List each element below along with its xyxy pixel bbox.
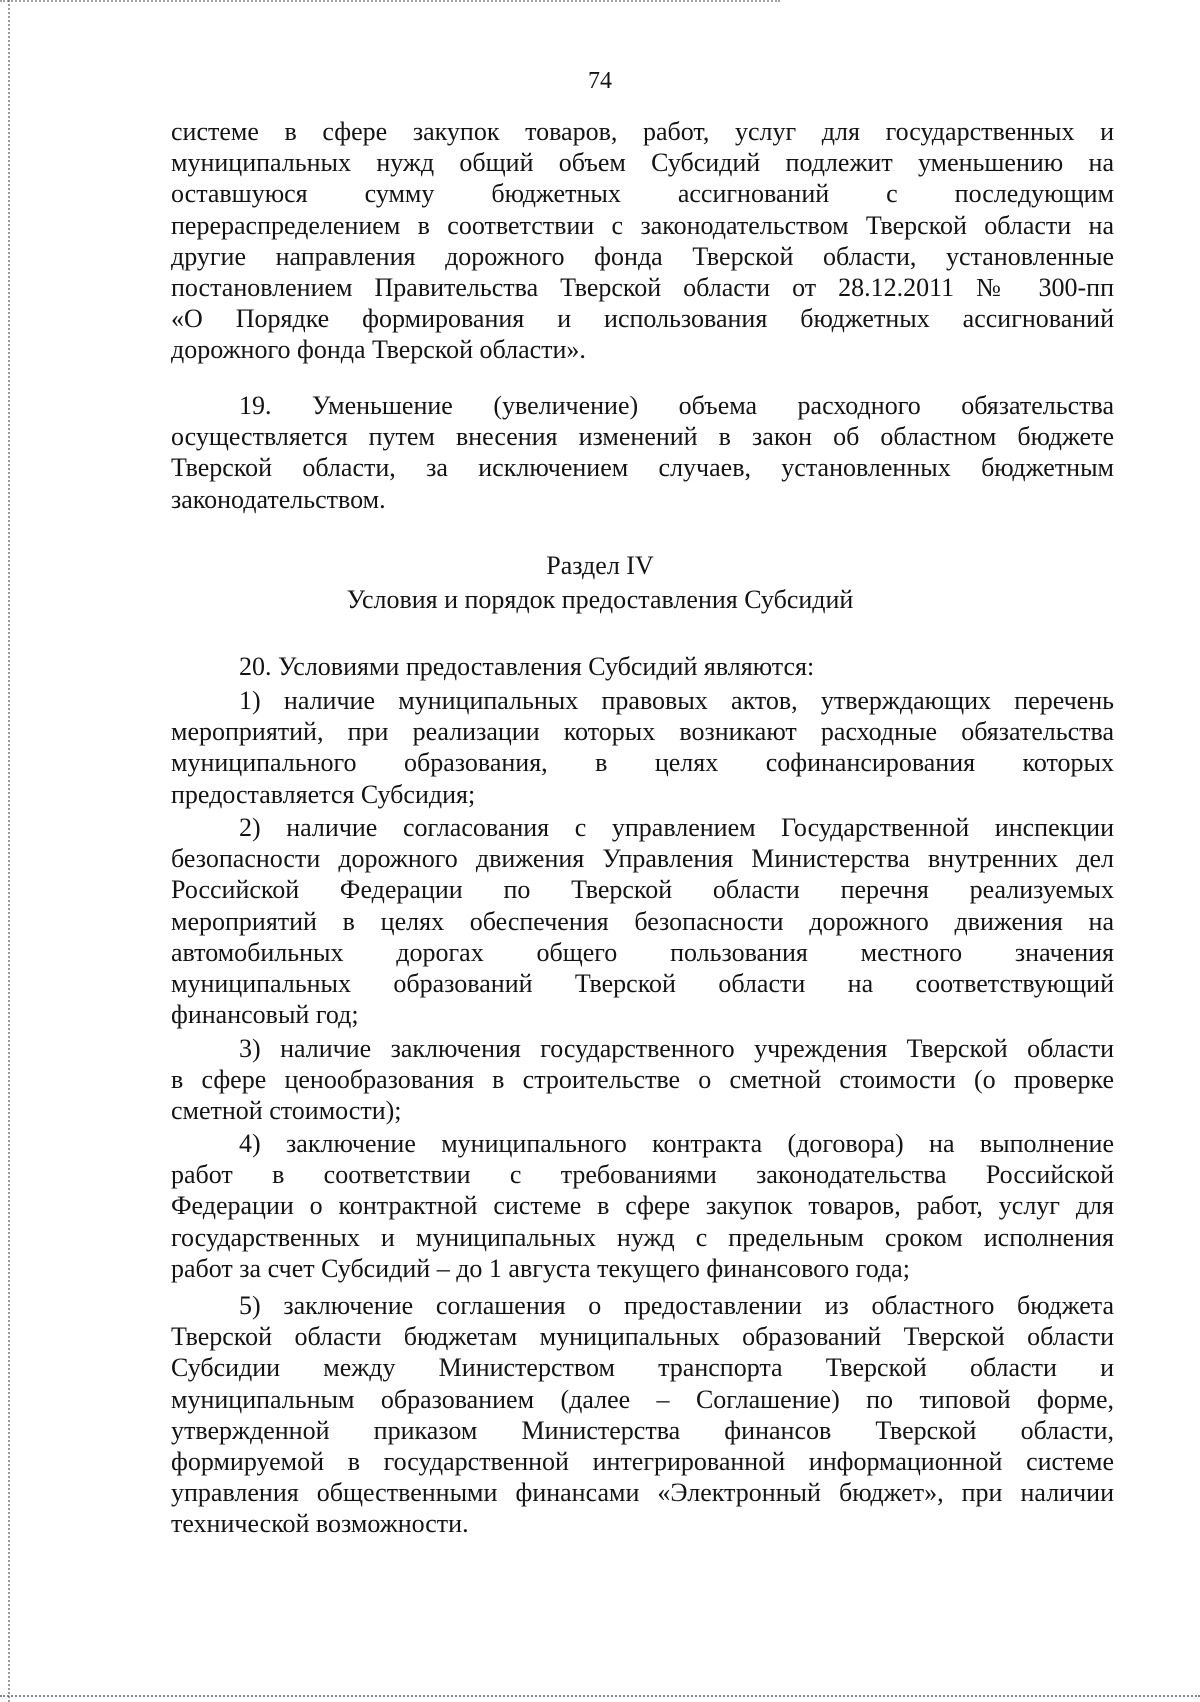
scan-edge-bottom: [0, 1695, 1200, 1697]
text-line: законодательством.: [171, 484, 386, 514]
text-line: сметной стоимости);: [171, 1096, 402, 1126]
text-line: Тверской области, за исключением случаев, установленных бюджетным: [171, 453, 1114, 483]
text-line: управления общественными финансами «Электронный бюджет», при наличии: [171, 1478, 1114, 1508]
section-title: Условия и порядок предоставления Субсидий: [346, 585, 854, 614]
text-line: в сфере ценообразования в строительстве о сметной стоимости (о проверке: [171, 1065, 1114, 1095]
text-line: мероприятий, при реализации которых возникают расходные обязательства: [171, 717, 1114, 747]
text-line: другие направления дорожного фонда Тверской области, установленные: [171, 241, 1114, 271]
text-line: безопасности дорожного движения Управления Министерства внутренних дел: [171, 844, 1114, 874]
page-number: 74: [588, 68, 612, 94]
text-line: автомобильных дорогах общего пользования местного значения: [171, 937, 1114, 967]
text-line: финансовый год;: [171, 1000, 359, 1030]
scan-edge-left: [8, 0, 10, 1702]
text-line: Федерации о контрактной системе в сфере закупок товаров, работ, услуг для: [171, 1191, 1114, 1221]
text-line: работ в соответствии с требованиями законодательства Российской: [171, 1160, 1114, 1190]
paragraph-subitem-1: [171, 685, 1114, 810]
text-line: предоставляется Субсидия;: [171, 779, 476, 809]
text-line: мероприятий в целях обеспечения безопасности дорожного движения на: [171, 906, 1114, 936]
text-line: 5) заключение соглашения о предоставлении из областного бюджета: [239, 1291, 1114, 1320]
paragraph-subitem-2: [171, 812, 1114, 1030]
text-line: перераспределением в соответствии с законодательством Тверской области на: [171, 210, 1114, 240]
text-line: муниципальных нужд общий объем Субсидий подлежит уменьшению на: [171, 148, 1114, 178]
text-line: 1) наличие муниципальных правовых актов, утверждающих перечень: [239, 686, 1114, 715]
text-line: 2) наличие согласования с управлением Государственной инспекции: [239, 813, 1114, 842]
text-line: осуществляется путем внесения изменений в закон об областном бюджете: [171, 422, 1114, 452]
text-line: технической возможности.: [171, 1509, 469, 1539]
text-line: 20. Условиями предоставления Субсидий являются:: [239, 652, 815, 681]
text-line: «О Порядке формирования и использования бюджетных ассигнований: [171, 304, 1114, 334]
text-line: Субсидии между Министерством транспорта Тверской области и: [171, 1353, 1114, 1383]
paragraph-item-20: [171, 651, 1114, 682]
text-line: утвержденной приказом Министерства финансов Тверской области,: [171, 1415, 1114, 1445]
paragraph-subitem-5: [171, 1290, 1114, 1540]
section-label: Раздел IV: [546, 551, 654, 580]
text-line: Тверской области бюджетам муниципальных образований Тверской области: [171, 1322, 1114, 1352]
text-line: оставшуюся сумму бюджетных ассигнований с последующим: [171, 179, 1114, 209]
text-line: муниципальных образований Тверской области на соответствующий: [171, 969, 1114, 999]
text-line: постановлением Правительства Тверской области от 28.12.2011 № 300-пп: [171, 273, 1114, 303]
paragraph-continuation: [171, 116, 1114, 366]
paragraph-subitem-4: [171, 1128, 1114, 1284]
scan-edge-top: [0, 0, 780, 2]
text-line: формируемой в государственной интегрированной информационной системе: [171, 1447, 1114, 1477]
text-line: дорожного фонда Тверской области».: [171, 335, 586, 365]
text-line: 4) заключение муниципального контракта (договора) на выполнение: [239, 1129, 1114, 1158]
text-line: Российской Федерации по Тверской области перечня реализуемых: [171, 875, 1114, 905]
text-line: работ за счет Субсидий – до 1 августа текущего финансового года;: [171, 1253, 910, 1283]
paragraph-subitem-3: [171, 1033, 1114, 1127]
text-line: 19. Уменьшение (увеличение) объема расходного обязательства: [239, 391, 1114, 420]
paragraph-item-19: [171, 390, 1114, 515]
text-line: муниципальным образованием (далее – Соглашение) по типовой форме,: [171, 1384, 1114, 1414]
text-line: муниципального образования, в целях софинансирования которых: [171, 748, 1114, 778]
text-line: системе в сфере закупок товаров, работ, услуг для государственных и: [171, 117, 1114, 146]
text-line: государственных и муниципальных нужд с предельным сроком исполнения: [171, 1222, 1114, 1252]
text-line: 3) наличие заключения государственного учреждения Тверской области: [239, 1034, 1114, 1063]
